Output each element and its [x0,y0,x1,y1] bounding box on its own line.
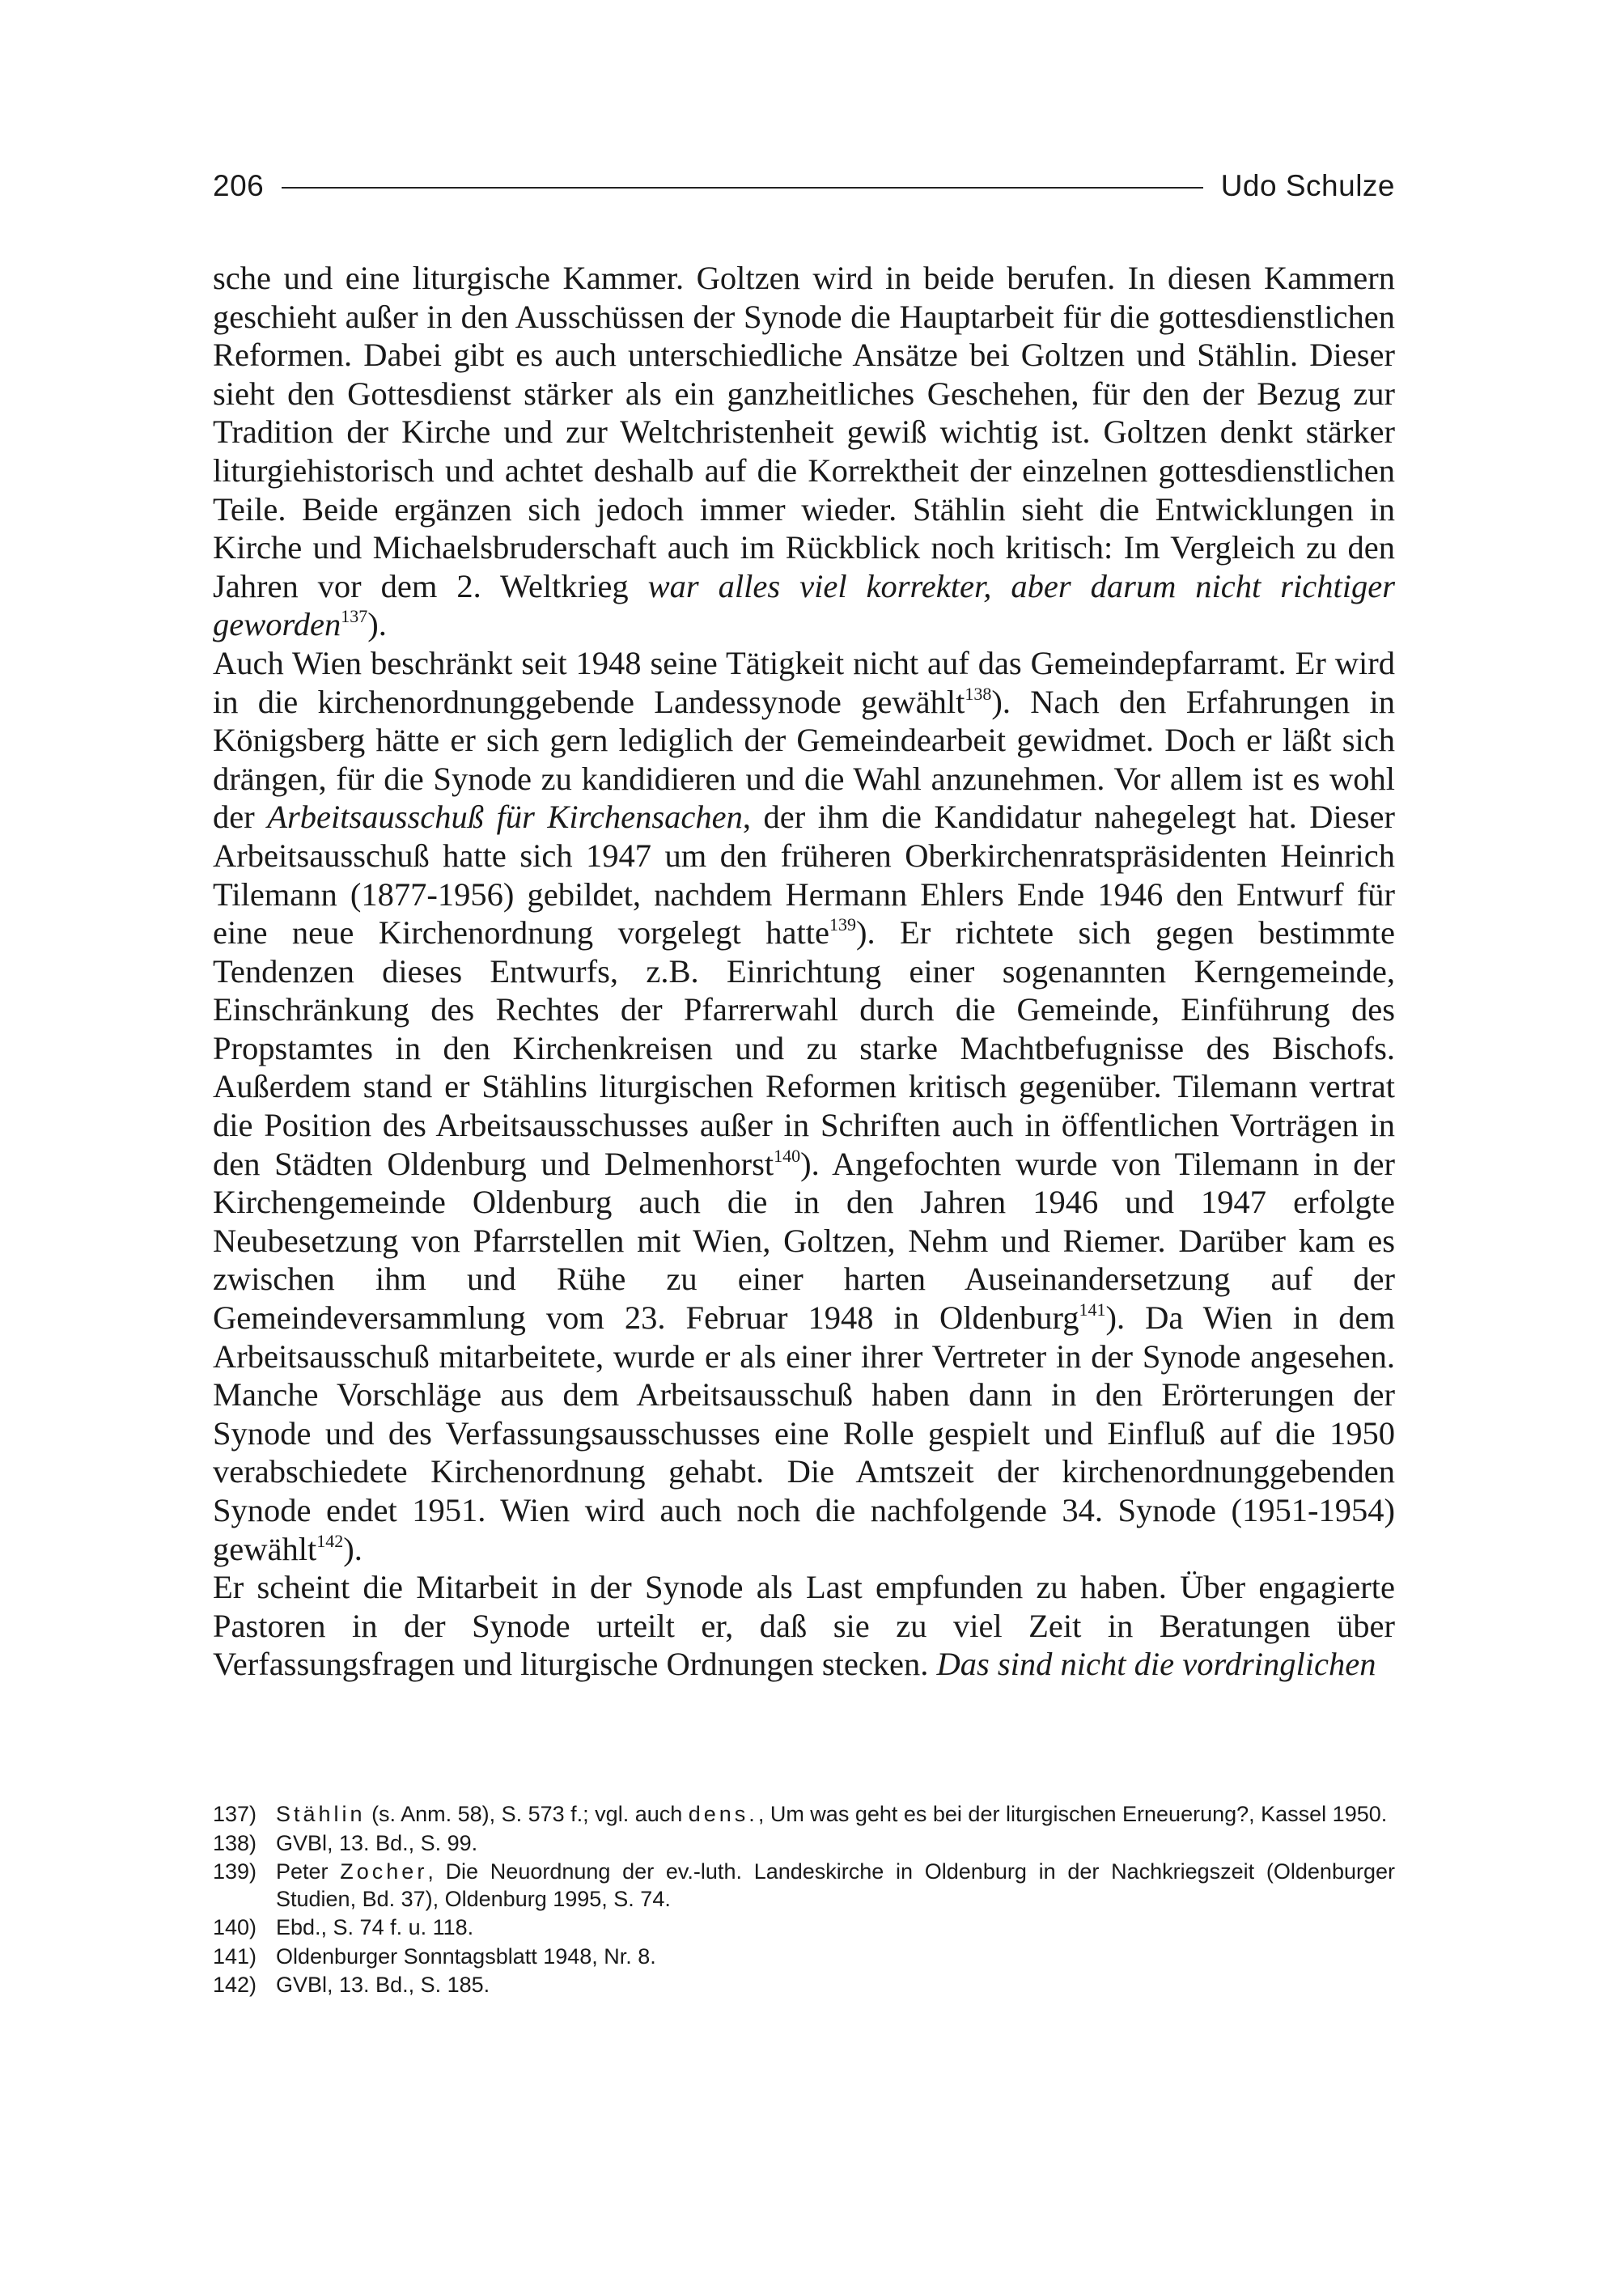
quotation: Das sind nicht die vordringlichen [936,1646,1376,1683]
paragraph-1: sche und eine liturgische Kammer. Goltzen wird in beide berufen. In diesen Kammern geschieht außer in den Ausschüssen der Synode die Hauptarbeit für die gottesdienstlichen Reformen. Dabei gibt es auch unterschiedliche Ansätze bei Goltzen und Stählin. Dieser sieht den Gottesdienst stärker als ein ganzheitliches Geschehen, für den der Bezug zur Tradition der Kirche und zur Weltchristenheit gewiß wichtig ist. Goltzen denkt stärker liturgiehistorisch und achtet deshalb auf die Korrektheit der einzelnen gottesdienstlichen Teile. Beide ergänzen sich jedoch immer wieder. Stählin sieht die Entwicklungen in Kirche und Michaelsbruderschaft auch im Rückblick noch kritisch: Im Vergleich zu den Jahren vor dem 2. Weltkrieg war alles viel korrekter, aber darum nicht richtiger geworden$^{137}$). [213,260,1395,643]
footnote-number: 137) [213,1802,257,1826]
quotation: war alles viel korrekter, aber darum nicht richtiger geworden [213,567,1395,643]
footnote-ref-137: 137 [341,606,368,627]
footnote-ref-142: 142 [316,1530,344,1551]
footnote-138 [213,1830,1395,1858]
footnote-number: 138) [213,1830,257,1855]
paragraph-2: Auch Wien beschränkt seit 1948 seine Tätigkeit nicht auf das Gemeindepfarramt. Er wird in die kirchenordnunggebende Landessynode gewählt$^{138}$). Nach den Erfahrungen in Königsberg hätte er sich gern lediglich der Gemeindearbeit gewidmet. Doch er läßt sich drängen, für die Synode zu kandidieren und die Wahl anzunehmen. Vor allem ist es wohl der Arbeitsausschuß für Kirchensachen, der ihm die Kandidatur nahegelegt hat. Dieser Arbeitsausschuß hatte sich 1947 um den früheren Oberkirchenratspräsidenten Heinrich Tilemann (1877-1956) gebildet, nachdem Hermann Ehlers Ende 1946 den Entwurf für eine neue Kirchenordnung vorgelegt hatte$^{139}$). Er richtete sich gegen bestimmte Tendenzen dieses Entwurfs, z.B. Einrichtung einer sogenannten Kerngemeinde, Einschränkung des Rechtes der Pfarrerwahl durch die Gemeinde, Einführung des Propstamtes in den Kirchenkreisen und zu starke Machtbefugnisse des Bischofs. Außerdem stand er Stählins liturgischen Reformen kritisch gegenüber. Tilemann vertrat die Position des Arbeitsausschusses außer in Schriften auch in öffentlichen Vorträgen in den Städten Oldenburg und Delmenhorst$^{140}$). Angefochten wurde von Tilemann in der Kirchengemeinde Oldenburg auch die in den Jahren 1946 und 1947 erfolgte Neubesetzung von Pfarrstellen mit Wien, Goltzen, Nehm und Riemer. Darüber kam es zwischen ihm und Rühe zu einer harten Auseinandersetzung auf der Gemeindeversammlung vom 23. Februar 1948 in Oldenburg$^{141}$). Da Wien in dem Arbeitsausschuß mitarbeitete, wurde er als einer ihrer Vertreter in der Synode angesehen. Manche Vorschläge aus dem Arbeitsausschuß haben dann in den Erörterungen der Synode und des Verfassungsausschusses eine Rolle gespielt und Einfluß auf die 1950 verabschiedete Kirchenordnung gehabt. Die Amtszeit der kirchenordnunggebenden Synode endet 1951. Wien wird auch noch die nachfolgende 34. Synode (1951-1954) gewählt$^{142}$). [213,644,1395,1567]
footnote-number: 141) [213,1943,257,1969]
header-rule [282,187,1202,189]
footnote-ref-138: 138 [965,683,992,704]
footnote-141 [213,1943,1395,1971]
footnote-text: Oldenburger Sonntagsblatt 1948, Nr. 8. [276,1943,656,1969]
footnote-140 [213,1914,1395,1942]
footnote-ref-141: 141 [1079,1299,1106,1320]
footnote-142 [213,1972,1395,1999]
main-text [213,259,1395,1684]
footnote-text: Ebd., S. 74 f. u. 118. [276,1915,474,1939]
footnote-137 [213,1801,1395,1829]
footnote-text: Peter Zocher, Die Neuordnung der ev.-luth. Landeskirche in Oldenburg in der Nachkriegszeit (Oldenburger Studien, Bd. 37), Oldenburg 1995, S. 74. [276,1859,1395,1911]
running-head-author: Udo Schulze [1220,169,1395,202]
running-head [213,162,1395,210]
footnote-ref-139: 139 [829,914,856,935]
footnotes [213,1801,1395,2001]
footnote-ref-140: 140 [774,1145,801,1166]
footnote-number: 142) [213,1973,257,1997]
committee-name: Arbeitsausschuß für Kirchensachen [267,799,743,836]
footnote-text: GVBl, 13. Bd., S. 185. [276,1973,490,1997]
footnote-text: GVBl, 13. Bd., S. 99. [276,1830,478,1855]
footnote-number: 140) [213,1915,257,1939]
page-number: 206 [213,169,265,202]
paragraph-3: Er scheint die Mitarbeit in der Synode als Last empfunden zu haben. Über engagierte Pastoren in der Synode urteilt er, daß sie zu viel Zeit in Beratungen über Verfassungsfragen und liturgische Ordnungen stecken. Das sind nicht die vordringlichen [213,1569,1395,1683]
footnote-number: 139) [213,1859,257,1884]
footnote-139 [213,1859,1395,1913]
footnote-text: Stählin (s. Anm. 58), S. 573 f.; vgl. auch dens., Um was geht es bei der liturgischen Erneuerung?, Kassel 1950. [276,1802,1388,1826]
